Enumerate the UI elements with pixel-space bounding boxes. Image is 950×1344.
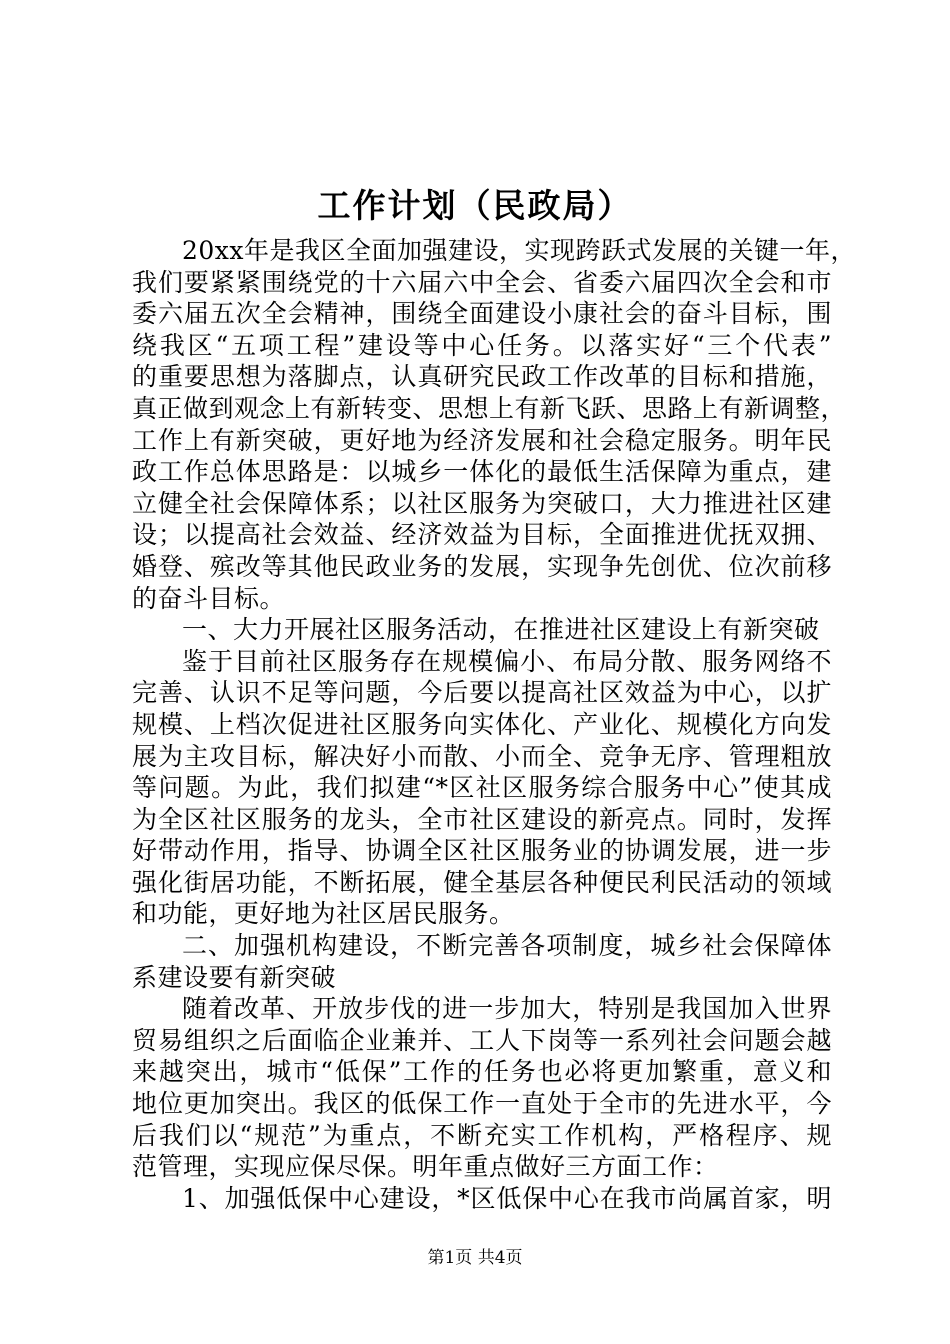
text-line: 的重要思想为落脚点，认真研究民政工作改革的目标和措施，: [132, 362, 832, 392]
page-footer: 第1页 共4页: [427, 1248, 523, 1268]
text-line: 系建设要有新突破: [132, 962, 337, 992]
document-body: [132, 235, 857, 1214]
text-line: 政工作总体思路是：以城乡一体化的最低生活保障为重点，建: [132, 457, 832, 487]
text-line: 后我们以“规范”为重点，不断充实工作机构，严格程序、规: [132, 1120, 832, 1150]
text-line: 展为主攻目标，解决好小而散、小而全、竞争无序、管理粗放: [132, 741, 832, 771]
text-line: 来越突出，城市“低保”工作的任务也必将更加繁重，意义和: [132, 1057, 832, 1087]
text-line: 强化街居功能，不断拓展，健全基层各种便民利民活动的领域: [132, 867, 832, 897]
text-line: 为全区社区服务的龙头，全市社区建设的新亮点。同时，发挥: [132, 804, 832, 834]
text-line: 二、加强机构建设，不断完善各项制度，城乡社会保障体: [182, 931, 832, 961]
text-line: 地位更加突出。我区的低保工作一直处于全市的先进水平，今: [132, 1089, 832, 1119]
text-line: 我们要紧紧围绕党的十六届六中全会、省委六届四次全会和市: [132, 267, 832, 297]
text-line: 婚登、殡改等其他民政业务的发展，实现争先创优、位次前移: [132, 551, 832, 581]
text-line: 20xx年是我区全面加强建设，实现跨跃式发展的关键一年，: [182, 236, 857, 265]
text-line: 和功能，更好地为社区居民服务。: [132, 899, 515, 929]
text-line: 随着改革、开放步伐的进一步加大，特别是我国加入世界: [182, 994, 832, 1024]
document-title: 工作计划（民政局）: [317, 186, 633, 225]
text-line: 鉴于目前社区服务存在规模偏小、布局分散、服务网络不: [182, 646, 832, 676]
text-line: 1、加强低保中心建设，*区低保中心在我市尚属首家，明: [182, 1183, 832, 1213]
text-line: 贸易组织之后面临企业兼并、工人下岗等一系列社会问题会越: [132, 1025, 832, 1055]
text-line: 规模、上档次促进社区服务向实体化、产业化、规模化方向发: [132, 709, 832, 739]
text-line: 立健全社会保障体系；以社区服务为突破口，大力推进社区建: [132, 488, 832, 518]
text-line: 的奋斗目标。: [132, 583, 286, 613]
text-line: 完善、认识不足等问题，今后要以提高社区效益为中心，以扩: [132, 678, 832, 708]
text-line: 设；以提高社会效益、经济效益为目标，全面推进优抚双拥、: [132, 520, 832, 550]
text-line: 一、大力开展社区服务活动，在推进社区建设上有新突破: [182, 615, 820, 645]
text-line: 范管理，实现应保尽保。明年重点做好三方面工作：: [132, 1152, 719, 1182]
text-line: 委六届五次全会精神，围绕全面建设小康社会的奋斗目标，围: [132, 299, 832, 329]
text-line: 等问题。为此，我们拟建“*区社区服务综合服务中心”使其成: [132, 773, 832, 803]
text-line: 工作上有新突破，更好地为经济发展和社会稳定服务。明年民: [132, 425, 832, 455]
text-line: 绕我区“五项工程”建设等中心任务。以落实好“三个代表”: [132, 330, 832, 360]
text-line: 真正做到观念上有新转变、思想上有新飞跃、思路上有新调整，: [132, 393, 847, 423]
text-line: 好带动作用，指导、协调全区社区服务业的协调发展，进一步: [132, 836, 832, 866]
